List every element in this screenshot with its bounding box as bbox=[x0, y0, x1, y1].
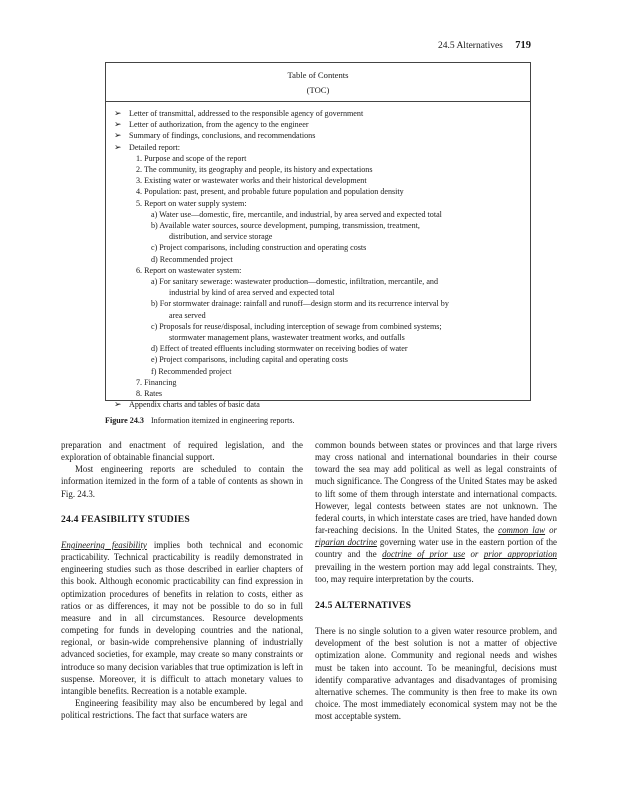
toc-item: ➢ Appendix charts and tables of basic data bbox=[114, 399, 260, 410]
toc-subitem: a) Water use—domestic, fire, mercantile, and industrial, by area served and expected total bbox=[151, 209, 442, 219]
paragraph: Engineering feasibility may also be encumbered by legal and political restrictions. The fact that surface waters are bbox=[61, 697, 303, 721]
arrow-bullet-icon: ➢ bbox=[114, 108, 122, 118]
page-number: 719 bbox=[515, 40, 531, 51]
term-doctrine-of-prior-use: doctrine of prior use bbox=[382, 549, 466, 560]
paragraph: Most engineering reports are scheduled to contain the information itemized in the form of a table of contents as shown in Fig. 24.3. bbox=[61, 464, 303, 499]
term-common-law: common law bbox=[498, 525, 546, 536]
arrow-bullet-icon: ➢ bbox=[114, 141, 122, 152]
paragraph: Engineering feasibility implies both technical and economic practicability. Technical practicability is readily demonstrated in engineering studies such as those described in earlier chapters of this book. Although economic practicability can find expression in optimization procedures of benefits in relation to costs, either as ratios or as differences, it may not be possible to do so in full measure and in all circumstances. Resource developments competing for funds in developing countries and the national, regional, or basin-wide comprehensive planning of industrially advanced societies, for example, may create so many constraints or introduce so many decision variables that true optimization is left in suspense. Moreover, it is difficult to attach monetary values to intangible benefits. Recreation is a notable example. bbox=[61, 539, 303, 696]
arrow-bullet-icon: ➢ bbox=[114, 119, 122, 130]
toc-subitem-continued: area served bbox=[169, 310, 206, 320]
toc-subitem: b) For stormwater drainage: rainfall and runoff—design storm and its recurrence interval by bbox=[151, 299, 449, 309]
toc-subitem: e) Project comparisons, including capital and operating costs bbox=[151, 355, 348, 365]
toc-item: 6. Report on wastewater system: bbox=[136, 265, 242, 275]
toc-subitem: b) Available water sources, source development, pumping, transmission, treatment, bbox=[151, 221, 420, 231]
term-prior-appropriation: prior appropriation bbox=[483, 549, 557, 560]
toc-item: 3. Existing water or wastewater works and their historical development bbox=[136, 176, 367, 186]
toc-figure-box bbox=[105, 62, 531, 410]
toc-item: 8. Rates bbox=[136, 389, 163, 399]
toc-item: ➢ Summary of findings, conclusions, and recommendations bbox=[114, 130, 316, 141]
toc-subitem: d) Recommended project bbox=[151, 254, 233, 264]
toc-list bbox=[106, 102, 530, 410]
toc-subitem-continued: stormwater management plans, wastewater treatment works, and outfalls bbox=[169, 333, 405, 343]
paragraph: common bounds between states or provinces and that large rivers may cross national and international boundaries in their course toward the sea may add political as well as legal constraints of much significance. The Congress of the United States may be asked to lift some of them through interstate and international compacts. However, legal contests between states are not unknown. The federal courts, in which interstate cases are tried, have handed down far-reaching decisions. In the United States, the common law or riparian doctrine governing water use in the eastern portion of the country and the doctrine of prior use or prior appropriation prevailing in the western portion may add legal constraints. They, too, may require interpretation by the courts. bbox=[315, 440, 557, 584]
toc-header bbox=[106, 63, 530, 102]
toc-subitem-continued: distribution, and service storage bbox=[169, 232, 273, 242]
figure-caption-text: Information itemized in engineering reports. bbox=[150, 416, 295, 425]
figure-caption bbox=[105, 416, 295, 425]
section-heading-alternatives: 24.5 ALTERNATIVES bbox=[315, 599, 412, 611]
arrow-bullet-icon: ➢ bbox=[114, 399, 122, 410]
toc-subitem: c) Project comparisons, including construction and operating costs bbox=[151, 243, 367, 253]
toc-item: 2. The community, its geography and people, its history and expectations bbox=[136, 165, 373, 175]
toc-subitem-continued: industrial by kind of area served and expected total bbox=[169, 288, 335, 298]
running-head-section: 24.5 Alternatives bbox=[437, 41, 503, 51]
toc-subitem: f) Recommended project bbox=[151, 366, 232, 376]
toc-item: ➢ Letter of transmittal, addressed to the responsible agency of government bbox=[114, 108, 364, 118]
toc-item: 1. Purpose and scope of the report bbox=[136, 153, 247, 163]
paragraph: preparation and enactment of required legislation, and the exploration of obtainable financial support. bbox=[61, 440, 303, 463]
toc-item: 5. Report on water supply system: bbox=[136, 198, 247, 208]
paragraph: There is no single solution to a given water resource problem, and development of the best solution is not a matter of objective optimization alone. Community and regional needs and wishes must be taken into account. To be meaningful, decisions must identify comparative advantages and disadvantages of promising alternative schemes. The community is then free to make its own choice. The most immediately economical system may not be the most acceptable system. bbox=[315, 626, 557, 722]
section-heading-feasibility: 24.4 FEASIBILITY STUDIES bbox=[61, 513, 190, 525]
toc-item: 7. Financing bbox=[136, 377, 177, 387]
toc-item: ➢ Detailed report: bbox=[114, 141, 181, 152]
toc-title: Table of Contents bbox=[287, 70, 349, 80]
toc-item: 4. Population: past, present, and probable future population and population density bbox=[136, 187, 404, 197]
toc-subitem: c) Proposals for reuse/disposal, including interception of sewage from combined systems; bbox=[151, 321, 442, 331]
figure-label: Figure 24.3 bbox=[105, 416, 144, 425]
toc-subitem: d) Effect of treated effluents including stormwater on receiving bodies of water bbox=[151, 344, 408, 354]
arrow-bullet-icon: ➢ bbox=[114, 130, 122, 141]
term-engineering-feasibility: Engineering feasibility bbox=[61, 539, 147, 550]
toc-subitem: a) For sanitary sewerage: wastewater production—domestic, infiltration, mercantile, and bbox=[151, 277, 439, 287]
left-column bbox=[61, 439, 303, 721]
running-head bbox=[438, 40, 531, 51]
term-riparian-doctrine: riparian doctrine bbox=[315, 537, 378, 548]
right-column bbox=[315, 439, 557, 722]
toc-subtitle: (TOC) bbox=[306, 85, 330, 95]
toc-item: ➢ Letter of authorization, from the agency to the engineer bbox=[114, 119, 309, 130]
